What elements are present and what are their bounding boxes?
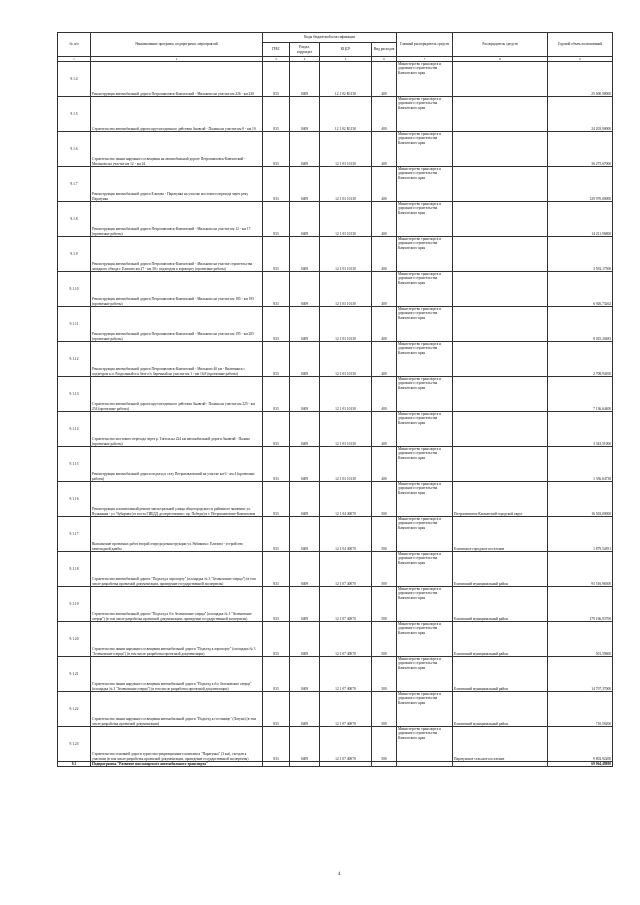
row-total: 24 203,90000 [548, 97, 613, 132]
header-total: Годовой объем ассигнований [548, 33, 613, 57]
row-kcsr: 12 1 03 10130 [320, 377, 372, 412]
row-recipient [453, 97, 548, 132]
row-number: 9.1.6 [58, 132, 91, 167]
row-number: 9.1.11 [58, 307, 91, 342]
row-agent: Министерство транспорта и дорожного строительства Камчатского края [397, 447, 453, 482]
row-recipient: Елизовский муниципальный район [453, 622, 548, 657]
row-grbs: 833 [263, 167, 290, 202]
row-grbs: 833 [263, 377, 290, 412]
row-grbs: 833 [263, 342, 290, 377]
row-total: 3 343,51000 [548, 412, 613, 447]
row-razdel: 0409 [290, 482, 320, 517]
row-name: Строительство автомобильной дороги круглогодичного действия Анавгай - Палана на участке км 0 - км 10 [91, 97, 263, 132]
row-number: 9.1.22 [58, 692, 91, 727]
row-vr: 500 [372, 482, 397, 517]
row-name: Реконструкция и капитальный ремонт магистральной улицы общегородского и районного значения: ул. Вулканная - ул. Чубарова (от поста ГИБДД до пересечения с пр. Победы) в г. Петропавловске-Камчатском [91, 482, 263, 517]
row-razdel: 0409 [290, 727, 320, 762]
row-razdel: 0409 [290, 692, 320, 727]
row-number: 9.1.21 [58, 657, 91, 692]
row-agent: Министерство транспорта и дорожного строительства Камчатского края [397, 692, 453, 727]
column-number: 8 [453, 57, 548, 62]
row-total: 1 356,64738 [548, 447, 613, 482]
subprogram-total: 69 964,48800 [548, 762, 613, 767]
table-row [58, 657, 613, 692]
row-recipient: Елизовское городское поселение [453, 517, 548, 552]
row-vr: 500 [372, 587, 397, 622]
row-name: Строительство линии наружного освещения автомобильной дороги "Подъезд к аэропорту" (площадка № 3 "Зеленовские озерца") (в том числе разработка проектной документации) [91, 622, 263, 657]
row-total: 14 211,96800 [548, 202, 613, 237]
header-grbs: ГРБС [263, 43, 290, 57]
row-name: Строительство линии наружного освещения автомобильной дороги "Подъезд к б/о Зеленовские озерца" (площадка № 3 "Зеленовские озерца") (в том числе разработка проектной документации) [91, 657, 263, 692]
row-agent: Министерство транспорта и дорожного строительства Камчатского края [397, 412, 453, 447]
row-name: Выполнение проектных работ второй очереди реконструкции ул. Рябикова г. Елизово - устройство пешеходной дамбы [91, 517, 263, 552]
row-agent: Министерство транспорта и дорожного строительства Камчатского края [397, 272, 453, 307]
row-razdel: 0409 [290, 342, 320, 377]
row-grbs: 833 [263, 692, 290, 727]
row-grbs: 833 [263, 587, 290, 622]
column-number: 4 [290, 57, 320, 62]
table-row [58, 342, 613, 377]
budget-sheet [57, 32, 612, 767]
row-agent: Министерство транспорта и дорожного строительства Камчатского края [397, 97, 453, 132]
row-vr: 400 [372, 167, 397, 202]
row-razdel: 0409 [290, 202, 320, 237]
row-recipient: Елизовский муниципальный район [453, 692, 548, 727]
row-vr: 400 [372, 272, 397, 307]
page-number: 4 [338, 872, 341, 877]
table-row [58, 447, 613, 482]
row-number: 9.1.10 [58, 272, 91, 307]
row-agent: Министерство транспорта и дорожного строительства Камчатского края [397, 727, 453, 762]
row-kcsr: 12 1 03 10130 [320, 307, 372, 342]
row-total: 25 600,90000 [548, 62, 613, 97]
column-number: 1 [58, 57, 91, 62]
row-number: 9.1.23 [58, 727, 91, 762]
row-number: 9.1.12 [58, 342, 91, 377]
row-kcsr: 12 1 07 40070 [320, 622, 372, 657]
table-row [58, 132, 613, 167]
row-grbs: 833 [263, 272, 290, 307]
header-kcsr: КЦСР [320, 43, 372, 57]
column-number: 3 [263, 57, 290, 62]
row-kcsr: 12 1 04 40070 [320, 482, 372, 517]
row-razdel: 0409 [290, 622, 320, 657]
row-agent: Министерство транспорта и дорожного строительства Камчатского края [397, 167, 453, 202]
row-vr: 400 [372, 377, 397, 412]
row-agent: Министерство транспорта и дорожного строительства Камчатского края [397, 62, 453, 97]
header-vr: Вид расходов [372, 43, 397, 57]
row-kcsr: 12 1 02 R1150 [320, 97, 372, 132]
header-name: Наименование программ, подпрограмм, мероприятий [91, 33, 263, 57]
row-agent: Министерство транспорта и дорожного строительства Камчатского края [397, 622, 453, 657]
row-vr: 400 [372, 97, 397, 132]
budget-table [57, 32, 613, 767]
row-number: 9.1.16 [58, 482, 91, 517]
row-razdel: 0409 [290, 307, 320, 342]
row-recipient: Елизовский муниципальный район [453, 587, 548, 622]
row-vr: 500 [372, 692, 397, 727]
row-agent: Министерство транспорта и дорожного строительства Камчатского края [397, 132, 453, 167]
row-total: 2 708,94100 [548, 342, 613, 377]
row-name: Реконструкция автомобильной дороги Петропавловск-Камчатский - Мильково на участке км 195 - км 205 (проектные работы) [91, 307, 263, 342]
row-vr: 500 [372, 622, 397, 657]
row-recipient: Паратунское сельское поселение [453, 727, 548, 762]
row-kcsr: 12 1 07 40070 [320, 727, 372, 762]
row-grbs: 833 [263, 132, 290, 167]
row-number: 9.1.19 [58, 587, 91, 622]
column-number: 2 [91, 57, 263, 62]
row-recipient [453, 62, 548, 97]
table-row [58, 202, 613, 237]
table-row [58, 552, 613, 587]
row-vr: 500 [372, 657, 397, 692]
row-grbs: 833 [263, 202, 290, 237]
row-number: 9.1.14 [58, 412, 91, 447]
row-recipient [453, 237, 548, 272]
row-agent: Министерство транспорта и дорожного строительства Камчатского края [397, 657, 453, 692]
row-recipient [453, 412, 548, 447]
row-razdel: 0409 [290, 132, 320, 167]
header-codes-group: Коды бюджетной классификации [263, 33, 397, 43]
column-number: 5 [320, 57, 372, 62]
row-razdel: 0409 [290, 167, 320, 202]
row-grbs: 833 [263, 447, 290, 482]
header-razdel: Раздел, подраздел [290, 43, 320, 57]
row-total: 9 803,92200 [548, 727, 613, 762]
row-grbs: 833 [263, 517, 290, 552]
subprogram-row [58, 762, 613, 767]
column-number: 6 [372, 57, 397, 62]
table-header [58, 33, 613, 62]
row-agent: Министерство транспорта и дорожного строительства Камчатского края [397, 237, 453, 272]
row-agent: Министерство транспорта и дорожного строительства Камчатского края [397, 587, 453, 622]
row-name: Реконструкция автомобильной дороги Петропавловск-Камчатский - Мильково на участке км 185 - км 195 (проектные работы) [91, 272, 263, 307]
row-grbs: 833 [263, 622, 290, 657]
row-razdel: 0409 [290, 272, 320, 307]
row-number: 9.1.13 [58, 377, 91, 412]
row-kcsr: 12 1 03 10130 [320, 342, 372, 377]
row-razdel: 0409 [290, 377, 320, 412]
row-vr: 500 [372, 727, 397, 762]
column-number: 9 [548, 57, 613, 62]
row-razdel: 0409 [290, 552, 320, 587]
row-total: 7 136,64400 [548, 377, 613, 412]
row-number: 9.1.4 [58, 62, 91, 97]
table-row [58, 622, 613, 657]
row-name: Строительство автомобильной дороги "Подъезд к б/о Зеленовские озерца" (площадка № 3 "Зеленовские озерца") (в том числе разработка проектной документации, проведение государственной экспертизы) [91, 587, 263, 622]
row-total: 8 025,30483 [548, 307, 613, 342]
row-kcsr: 12 1 02 R1150 [320, 62, 372, 97]
row-number: 9.1.15 [58, 447, 91, 482]
table-row [58, 237, 613, 272]
row-recipient [453, 307, 548, 342]
row-agent: Министерство транспорта и дорожного строительства Камчатского края [397, 342, 453, 377]
row-grbs: 833 [263, 482, 290, 517]
table-row [58, 517, 613, 552]
column-number: 7 [397, 57, 453, 62]
row-name: Реконструкция автомобильной дороги Петропавловск-Камчатский - Мильково 40 км - Вилючинск с подъездом к п. Раздольный и к базе о/х Заречный на участке км 1 - км 16,8 (проектные работы) [91, 342, 263, 377]
table-row [58, 167, 613, 202]
row-vr: 400 [372, 62, 397, 97]
row-number: 9.1.9 [58, 237, 91, 272]
row-vr: 400 [372, 447, 397, 482]
row-name: Реконструкция автомобильной дороги Елизово - Паратунка на участке мостового перехода через реку Паратунка [91, 167, 263, 202]
row-grbs: 833 [263, 62, 290, 97]
row-razdel: 0409 [290, 97, 320, 132]
row-kcsr: 12 1 04 40070 [320, 517, 372, 552]
row-recipient [453, 132, 548, 167]
row-recipient [453, 447, 548, 482]
row-grbs: 833 [263, 412, 290, 447]
table-row [58, 587, 613, 622]
row-vr: 400 [372, 132, 397, 167]
row-agent: Министерство транспорта и дорожного строительства Камчатского края [397, 307, 453, 342]
row-name: Строительство линии наружного освещения автомобильной дороги "Подъезд к гостинице" (Лагуна) (в том числе разработка проектной документации) [91, 692, 263, 727]
row-vr: 400 [372, 412, 397, 447]
row-name: Реконструкция автомобильной дороги Петропавловск-Камчатский - Мильково на участке строительства западного обхода г. Елизово км 27 - км 30 с подъездом к аэропорту (проектные работы) [91, 237, 263, 272]
row-total: 16 502,00000 [548, 482, 613, 517]
row-agent: Министерство транспорта и дорожного строительства Камчатского края [397, 202, 453, 237]
table-row [58, 482, 613, 517]
header-num: № п/п [58, 33, 91, 57]
row-name: Реконструкция автомобильной дороги Петропавловск-Камчатский - Мильково на участке км 226 - км 230 [91, 62, 263, 97]
row-grbs: 833 [263, 307, 290, 342]
row-number: 9.1.8 [58, 202, 91, 237]
table-row [58, 62, 613, 97]
row-kcsr: 12 1 03 10130 [320, 272, 372, 307]
row-name: Реконструкция автомобильной дороги подъезд к селу Петропавловский на участке км 0 - км 4 (проектные работы) [91, 447, 263, 482]
row-razdel: 0409 [290, 517, 320, 552]
row-name: Строительство автомобильной дороги "Подъезд к аэропорту" (площадка № 3 "Зеленовские озерца") (в том числе разработка проектной документации, проведение государственной экспертизы) [91, 552, 263, 587]
row-total: 129 970,00000 [548, 167, 613, 202]
row-vr: 500 [372, 552, 397, 587]
row-agent: Министерство транспорта и дорожного строительства Камчатского края [397, 552, 453, 587]
table-row [58, 307, 613, 342]
row-total: 1 879,52851 [548, 517, 613, 552]
row-kcsr: 12 1 03 10130 [320, 412, 372, 447]
row-vr: 400 [372, 342, 397, 377]
row-total: 36 275,67000 [548, 132, 613, 167]
row-kcsr: 12 1 07 40070 [320, 587, 372, 622]
row-razdel: 0409 [290, 237, 320, 272]
row-name: Строительство автомобильной дороги круглогодичного действия Анавгай - Палана на участке км 225 - км 234 (проектные работы) [91, 377, 263, 412]
row-agent: Министерство транспорта и дорожного строительства Камчатского края [397, 377, 453, 412]
row-kcsr: 12 1 07 40070 [320, 552, 372, 587]
row-number: 9.1.5 [58, 97, 91, 132]
subprogram-number: 9.2 [58, 762, 91, 767]
row-razdel: 0409 [290, 657, 320, 692]
row-kcsr: 12 1 03 10130 [320, 167, 372, 202]
row-total: 93 516,96500 [548, 552, 613, 587]
subprogram-name: Подпрограмма "Развитие пассажирского автомобильного транспорта" [91, 762, 263, 767]
row-grbs: 833 [263, 552, 290, 587]
table-row [58, 727, 613, 762]
row-razdel: 0409 [290, 587, 320, 622]
row-kcsr: 12 1 03 10130 [320, 132, 372, 167]
row-total: 6 926,73262 [548, 272, 613, 307]
row-number: 9.1.20 [58, 622, 91, 657]
row-grbs: 833 [263, 657, 290, 692]
row-name: Реконструкция автомобильной дороги Петропавловск-Камчатский - Мильково на участке км 12 - км 17 (проектные работы) [91, 202, 263, 237]
table-row [58, 272, 613, 307]
row-recipient [453, 272, 548, 307]
row-recipient [453, 342, 548, 377]
row-number: 9.1.18 [58, 552, 91, 587]
row-kcsr: 12 1 07 40070 [320, 692, 372, 727]
row-kcsr: 12 1 03 10130 [320, 202, 372, 237]
row-vr: 400 [372, 202, 397, 237]
table-row [58, 412, 613, 447]
row-kcsr: 12 1 03 10130 [320, 237, 372, 272]
table-row [58, 692, 613, 727]
row-name: Строительство линии наружного освещения на автомобильной дороге Петропавловск-Камчатский - Мильково на участке км 12 - км 24 [91, 132, 263, 167]
row-kcsr: 12 1 07 40070 [320, 657, 372, 692]
row-grbs: 833 [263, 97, 290, 132]
row-total: 501,39600 [548, 622, 613, 657]
row-recipient: Елизовский муниципальный район [453, 552, 548, 587]
row-total: 179 166,93700 [548, 587, 613, 622]
row-grbs: 833 [263, 237, 290, 272]
header-agent: Главный распорядитель средств [397, 33, 453, 57]
row-number: 9.1.17 [58, 517, 91, 552]
row-total: 3 592,17500 [548, 237, 613, 272]
header-recipient: Распорядитель средств [453, 33, 548, 57]
table-body [58, 62, 613, 767]
row-number: 9.1.7 [58, 167, 91, 202]
row-razdel: 0409 [290, 412, 320, 447]
row-name: Строительство мостового перехода через р. Тигиль на 224 км автомобильной дороги Анавгай - Палана (проектные работы) [91, 412, 263, 447]
row-recipient [453, 167, 548, 202]
table-row [58, 377, 613, 412]
row-grbs: 833 [263, 727, 290, 762]
row-total: 710,50200 [548, 692, 613, 727]
row-razdel: 0409 [290, 62, 320, 97]
row-kcsr: 12 1 03 10130 [320, 447, 372, 482]
row-name: Строительство основной дороги туристско-рекреационного комплекса "Паратунка" (3 км), съездов к участкам (в том числе разработка проектной документации, проведение государственной экспертизы) [91, 727, 263, 762]
row-total: 14 707,37000 [548, 657, 613, 692]
row-recipient [453, 377, 548, 412]
row-vr: 500 [372, 517, 397, 552]
table-row [58, 97, 613, 132]
row-razdel: 0409 [290, 447, 320, 482]
row-recipient: Елизовский муниципальный район [453, 657, 548, 692]
row-recipient: Петропавловск-Камчатский городской округ [453, 482, 548, 517]
row-recipient [453, 202, 548, 237]
row-agent: Министерство транспорта и дорожного строительства Камчатского края [397, 482, 453, 517]
row-agent: Министерство транспорта и дорожного строительства Камчатского края [397, 517, 453, 552]
row-vr: 400 [372, 307, 397, 342]
row-vr: 400 [372, 237, 397, 272]
